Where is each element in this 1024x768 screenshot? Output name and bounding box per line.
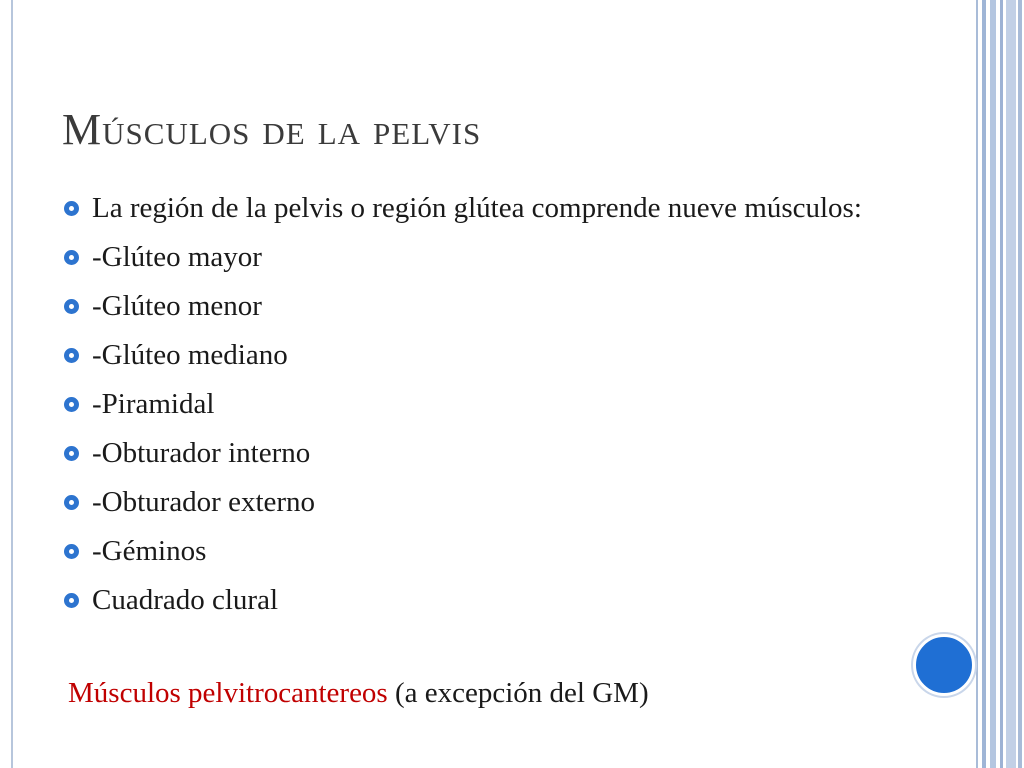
bullet-icon: [64, 299, 79, 314]
bullet-text: -Obturador interno: [92, 437, 311, 469]
bullet-text: -Piramidal: [92, 388, 215, 420]
bullet-text: -Glúteo menor: [92, 290, 262, 322]
bullet-icon: [64, 250, 79, 265]
list-item: [64, 190, 884, 227]
right-stripe: [1018, 0, 1022, 768]
left-border-line: [11, 0, 13, 768]
list-item: [64, 435, 884, 472]
right-stripe: [990, 0, 996, 768]
bullet-icon: [64, 201, 79, 216]
right-stripe: [1006, 0, 1016, 768]
footer-highlight: Músculos pelvitrocantereos: [68, 677, 388, 709]
right-stripe: [976, 0, 978, 768]
bullet-list: [64, 190, 884, 631]
bullet-icon: [64, 348, 79, 363]
list-item: [64, 533, 884, 570]
bullet-text: La región de la pelvis o región glútea comprende nueve músculos:: [92, 192, 862, 224]
slide-title: Músculos de la pelvis: [62, 105, 482, 154]
right-stripe: [982, 0, 986, 768]
bullet-text: Cuadrado clural: [92, 584, 279, 616]
list-item: [64, 582, 884, 619]
list-item: [64, 239, 884, 276]
bullet-icon: [64, 397, 79, 412]
bullet-text: -Géminos: [92, 535, 207, 567]
right-stripe: [1000, 0, 1003, 768]
bullet-icon: [64, 544, 79, 559]
list-item: [64, 337, 884, 374]
decorative-circle: [913, 634, 975, 696]
bullet-text: -Obturador externo: [92, 486, 316, 518]
list-item: [64, 386, 884, 423]
bullet-text: -Glúteo mediano: [92, 339, 288, 371]
list-item: [64, 288, 884, 325]
footer-note: [68, 675, 649, 712]
list-item: [64, 484, 884, 521]
bullet-icon: [64, 495, 79, 510]
bullet-text: -Glúteo mayor: [92, 241, 262, 273]
footer-rest: (a excepción del GM): [387, 677, 649, 709]
bullet-icon: [64, 446, 79, 461]
bullet-icon: [64, 593, 79, 608]
